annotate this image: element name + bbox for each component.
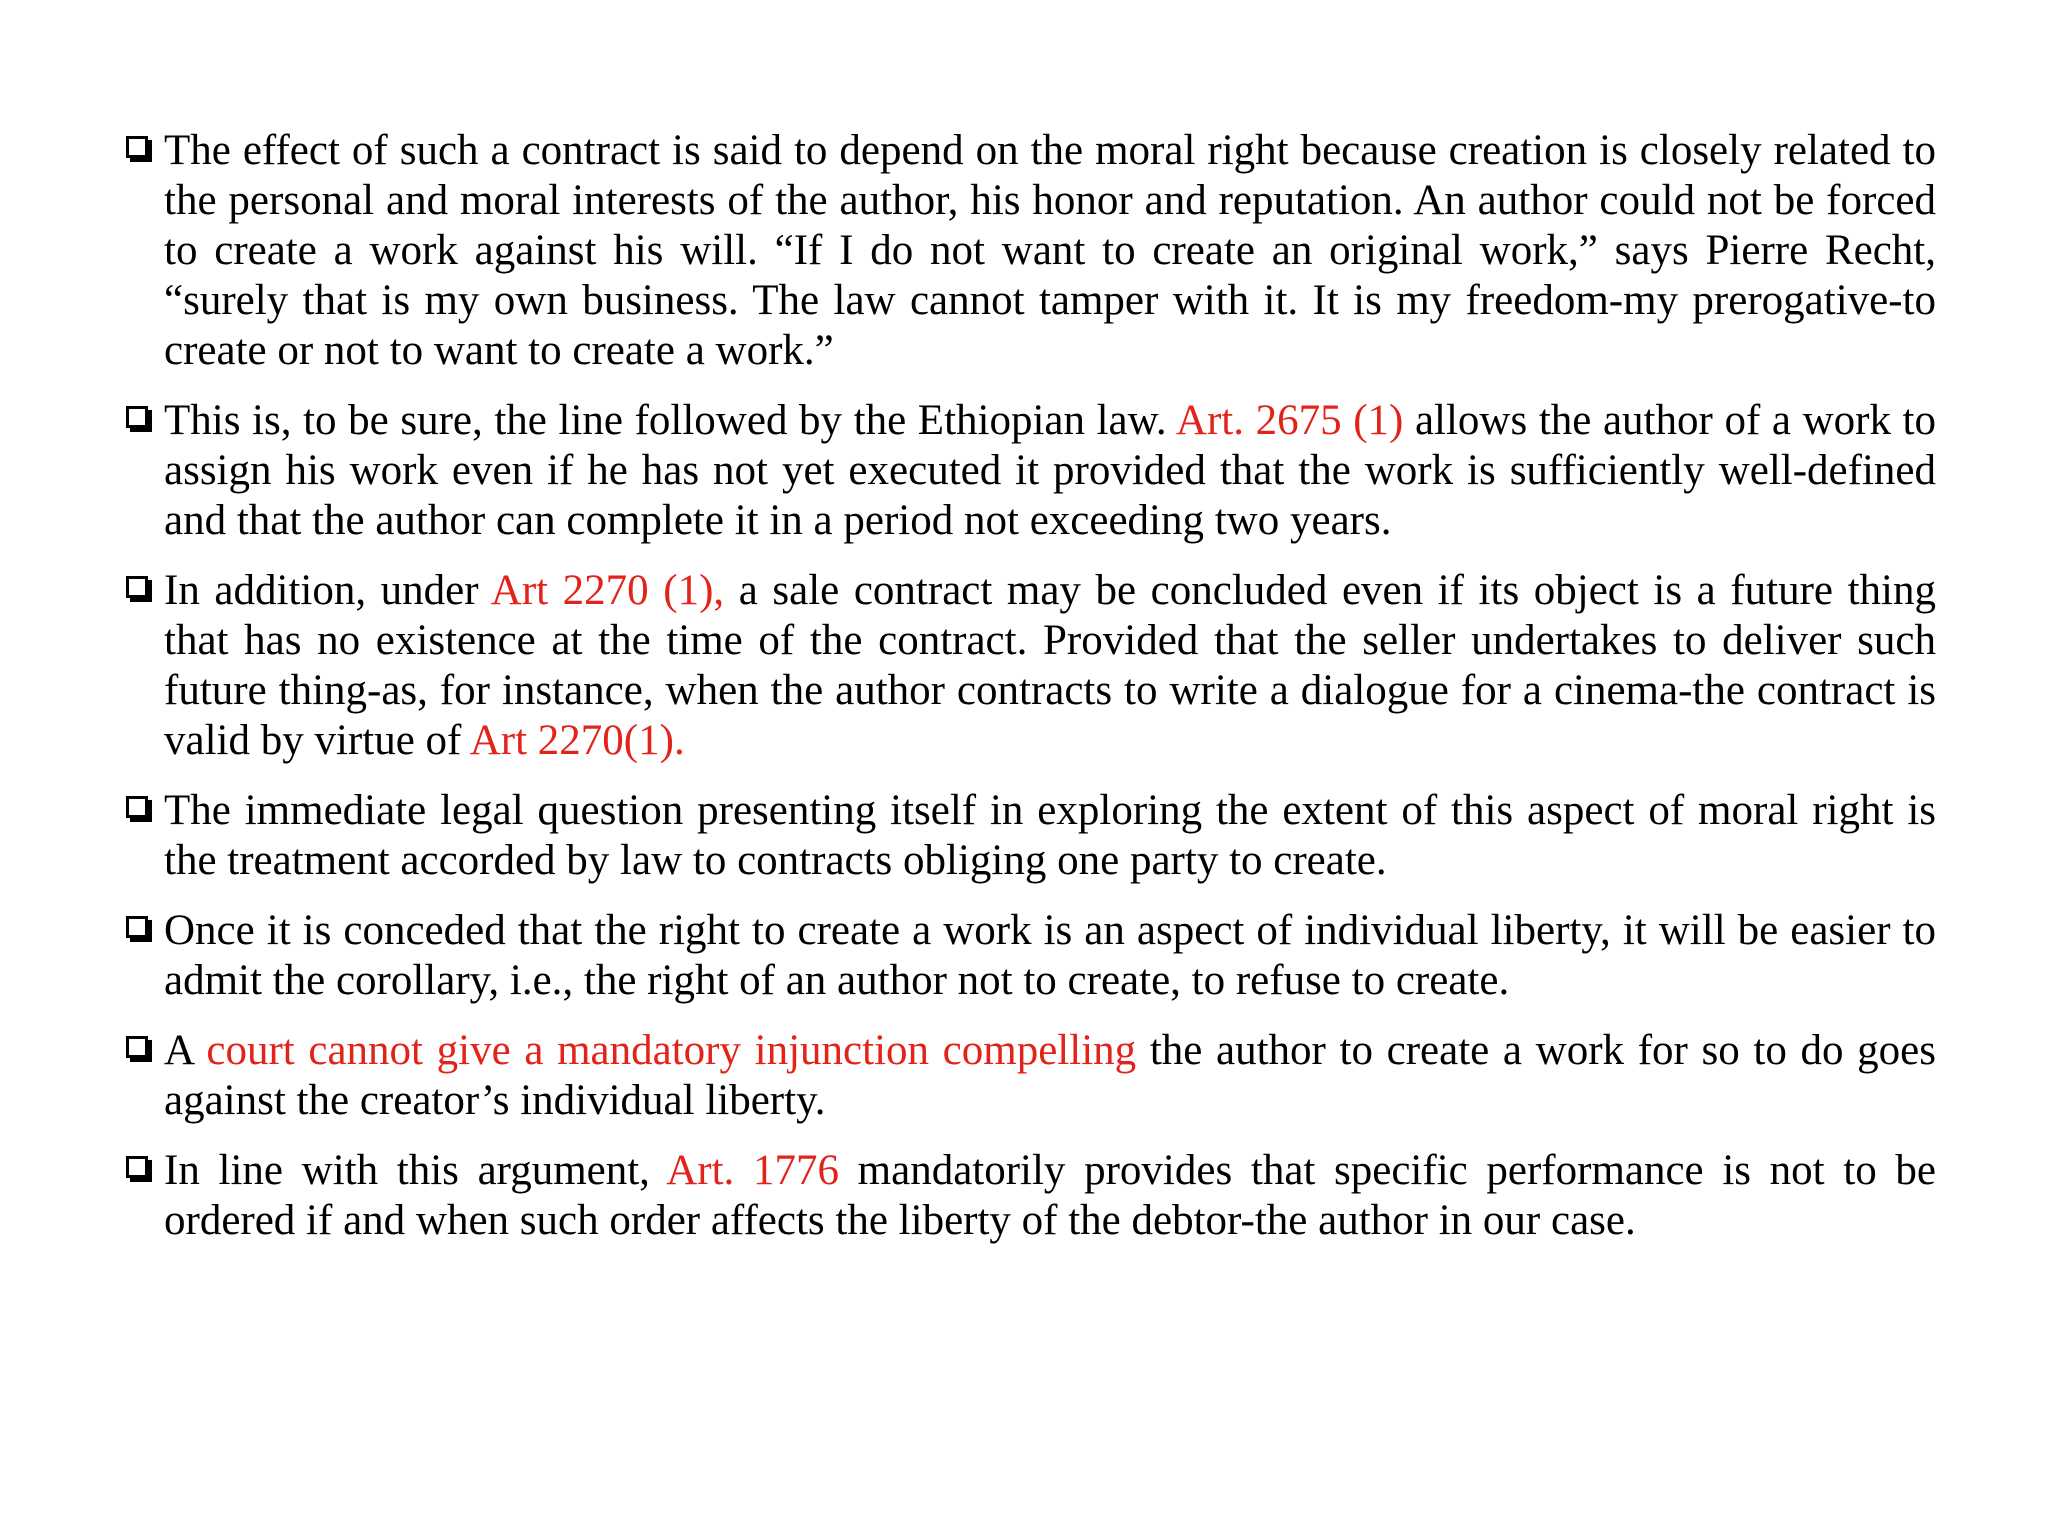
hollow-square-bullet-icon [126,406,148,428]
hollow-square-bullet-icon [126,796,148,818]
article-reference: Art 2270 (1), [490,567,725,614]
bullet-text: Once it is conceded that the right to create a work is an aspect of individual liberty, it will be easier to admit the corollary, i.e., the right of an author not to create, to refuse to create. [164,907,1936,1004]
article-reference: Art. 2675 (1) [1175,397,1404,444]
bullet-text: the author to create a work for so to do goes against the creator’s individual liberty. [164,1027,1936,1124]
bullet-text: a sale contract may be concluded even if its object is a future thing that has no existence at the time of the contract. Provided that the seller undertakes to deliver such future thing-as, for instance, when the author contracts to write a dialogue for a cinema-the contract is valid by virtue of [164,567,1936,764]
bullet-text: The effect of such a contract is said to depend on the moral right because creation is closely related to the personal and moral interests of the author, his honor and reputation. An author could not be forced to create a work against his will. “If I do not want to create an original work,” says Pierre Recht, “surely that is my own business. The law cannot tamper with it. It is my freedom-my prerogative-to create or not to want to create a work.” [164,127,1936,374]
bullet-text: A [164,1027,207,1074]
bullet-text: allows the author of a work to assign his work even if he has not yet executed it provided that the work is sufficiently well-defined and that the author can complete it in a period not exceeding two years. [164,397,1936,544]
hollow-square-bullet-icon [126,136,148,158]
bullet-item [126,126,1936,376]
bullet-item [126,396,1936,546]
article-reference: Art 2270(1). [469,717,685,764]
bullet-item [126,786,1936,886]
hollow-square-bullet-icon [126,1036,148,1058]
article-reference: Art. 1776 [666,1147,839,1194]
bullet-item [126,1026,1936,1126]
bullet-item [126,1146,1936,1246]
bullet-item [126,906,1936,1006]
bullet-list [126,126,1936,1266]
bullet-text: This is, to be sure, the line followed by the Ethiopian law. [164,397,1176,444]
bullet-text: The immediate legal question presenting itself in exploring the extent of this aspect of moral right is the treatment accorded by law to contracts obliging one party to create. [164,787,1936,884]
bullet-text: In line with this argument, [164,1147,667,1194]
hollow-square-bullet-icon [126,1156,148,1178]
bullet-text: In addition, under [164,567,491,614]
hollow-square-bullet-icon [126,576,148,598]
bullet-text: mandatorily provides that specific performance is not to be ordered if and when such order affects the liberty of the debtor-the author in our case. [164,1147,1937,1244]
highlighted-phrase: court cannot give a mandatory injunction compelling [206,1027,1137,1074]
bullet-item [126,566,1936,766]
hollow-square-bullet-icon [126,916,148,938]
